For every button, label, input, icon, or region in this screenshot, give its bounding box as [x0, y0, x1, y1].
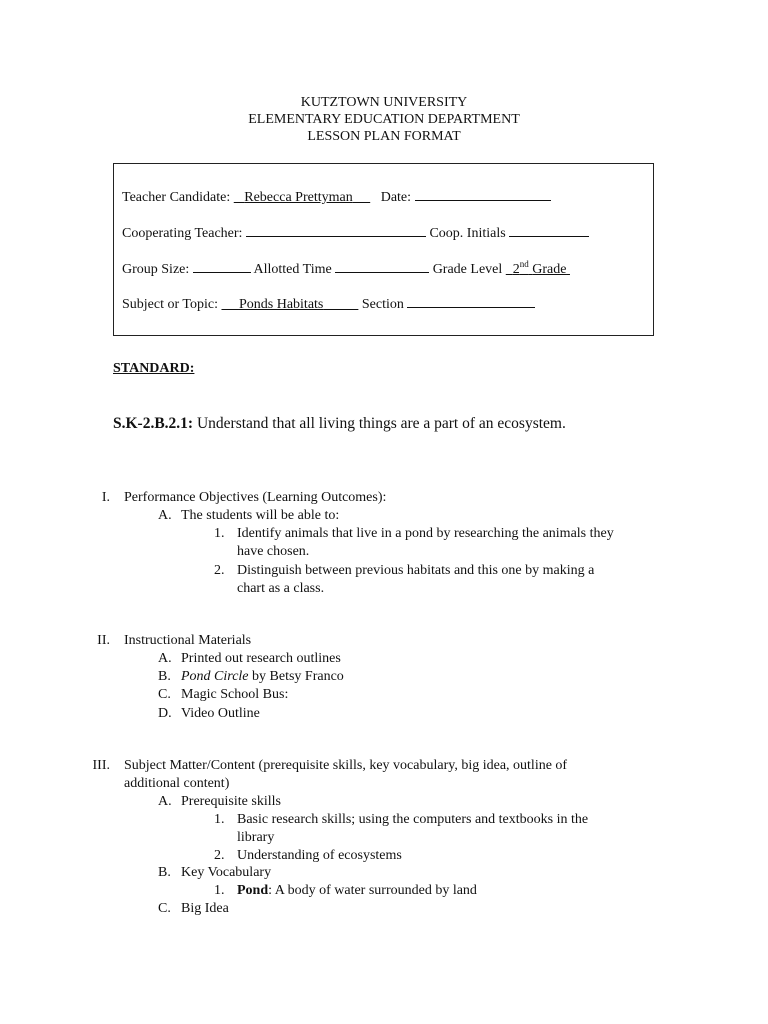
big-idea-letter: C.	[158, 901, 171, 916]
subject-row	[122, 293, 535, 314]
section-2-numeral: II.	[97, 633, 110, 648]
cooperating-teacher-row	[122, 222, 589, 243]
section-3-title-line2: additional content)	[124, 776, 230, 791]
teacher-candidate-value: Rebecca Prettyman	[244, 190, 353, 205]
teacher-candidate-row	[122, 186, 551, 207]
teacher-candidate-field[interactable]	[234, 190, 370, 205]
section-label: Section	[361, 297, 404, 312]
objective-2-line1: Distinguish between previous habitats and this one by making a	[237, 563, 595, 578]
material-b-text	[181, 668, 344, 686]
book-title: Pond Circle	[181, 669, 249, 684]
section-1-a-letter: A.	[158, 508, 172, 523]
document-header	[0, 94, 768, 145]
vocab-1-entry	[237, 882, 477, 900]
material-c-text: Magic School Bus:	[181, 687, 289, 702]
grade-level-word: Grade	[532, 262, 567, 277]
material-a-text: Printed out research outlines	[181, 651, 341, 666]
book-author: by Betsy Franco	[248, 669, 344, 684]
standard-heading: STANDARD:	[113, 361, 195, 376]
objective-1-line2: have chosen.	[237, 544, 310, 559]
vocab-1-number: 1.	[214, 883, 225, 898]
vocab-term: Pond	[237, 883, 269, 898]
grade-level-suffix: nd	[519, 259, 529, 269]
coop-initials-label: Coop. Initials	[429, 226, 506, 241]
vocab-text: Key Vocabulary	[181, 865, 272, 880]
group-size-row	[122, 258, 570, 279]
prereq-2-number: 2.	[214, 848, 225, 863]
section-field[interactable]	[407, 293, 535, 308]
subject-value: Ponds Habitats	[238, 297, 324, 312]
cooperating-teacher-label: Cooperating Teacher:	[122, 226, 243, 241]
standard-code: S.K-2.B.2.1:	[113, 415, 194, 432]
prereq-1-line2: library	[237, 830, 275, 845]
section-1-title: Performance Objectives (Learning Outcomes):	[124, 490, 387, 505]
objective-2-number: 2.	[214, 563, 225, 578]
date-label: Date:	[380, 190, 412, 205]
allotted-time-label: Allotted Time	[253, 262, 332, 277]
material-d-letter: D.	[158, 706, 172, 721]
subject-label: Subject or Topic:	[122, 297, 218, 312]
section-1-a-text: The students will be able to:	[181, 508, 340, 523]
section-3-numeral: III.	[92, 758, 110, 773]
department-name: ELEMENTARY EDUCATION DEPARTMENT	[248, 112, 520, 127]
objective-1-line1: Identify animals that live in a pond by researching the animals they	[237, 526, 614, 541]
objective-2-line2: chart as a class.	[237, 581, 325, 596]
grade-level-number: 2	[512, 262, 520, 277]
material-d-text: Video Outline	[181, 706, 260, 721]
university-name: KUTZTOWN UNIVERSITY	[300, 95, 468, 110]
objective-1-number: 1.	[214, 526, 225, 541]
coop-initials-field[interactable]	[509, 222, 589, 237]
material-b-letter: B.	[158, 669, 171, 684]
prereq-letter: A.	[158, 794, 172, 809]
subject-field[interactable]	[221, 297, 358, 312]
group-size-label: Group Size:	[122, 262, 190, 277]
grade-level-label: Grade Level	[432, 262, 503, 277]
prereq-1-line1: Basic research skills; using the computers and textbooks in the	[237, 812, 589, 827]
material-c-letter: C.	[158, 687, 171, 702]
prereq-text: Prerequisite skills	[181, 794, 281, 809]
prereq-1-number: 1.	[214, 812, 225, 827]
date-field[interactable]	[415, 186, 551, 201]
big-idea-text: Big Idea	[181, 901, 229, 916]
grade-level-field[interactable]	[506, 259, 570, 277]
standard-text: Understand that all living things are a part of an ecosystem.	[196, 415, 566, 432]
section-2-title: Instructional Materials	[124, 633, 252, 648]
teacher-candidate-label: Teacher Candidate:	[122, 190, 231, 205]
document-title: LESSON PLAN FORMAT	[307, 129, 461, 144]
allotted-time-field[interactable]	[335, 258, 429, 273]
vocab-definition: : A body of water surrounded by land	[268, 883, 477, 898]
cooperating-teacher-field[interactable]	[246, 222, 426, 237]
section-1-numeral: I.	[101, 490, 110, 505]
standard-statement	[113, 415, 566, 433]
group-size-field[interactable]	[193, 258, 251, 273]
section-3-title-line1: Subject Matter/Content (prerequisite skills, key vocabulary, big idea, outline of	[124, 758, 568, 773]
prereq-2-line1: Understanding of ecosystems	[237, 848, 402, 863]
material-a-letter: A.	[158, 651, 172, 666]
vocab-letter: B.	[158, 865, 171, 880]
